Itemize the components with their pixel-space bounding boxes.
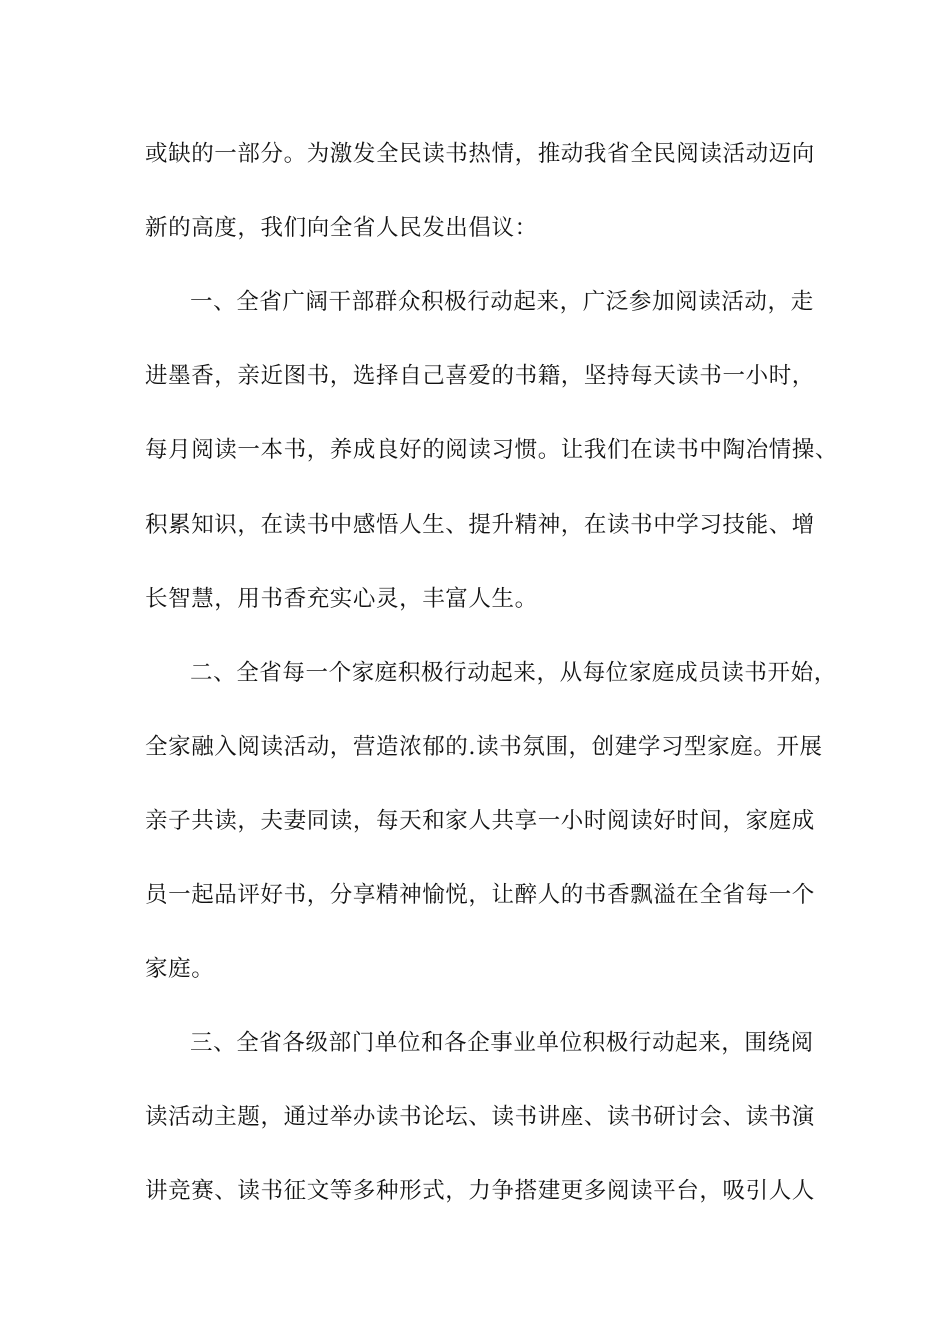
text-line: 读活动主题，通过举办读书论坛、读书讲座、读书研讨会、读书演: [145, 1104, 815, 1130]
text-line: 亲子共读，夫妻同读，每天和家人共享一小时阅读好时间，家庭成: [145, 808, 815, 834]
text-line: 长智慧，用书香充实心灵，丰富人生。: [145, 586, 538, 612]
text-line: 或缺的一部分。为激发全民读书热情，推动我省全民阅读活动迈向: [145, 141, 815, 167]
text-line: 每月阅读一本书，养成良好的阅读习惯。让我们在读书中陶冶情操、: [145, 437, 839, 463]
text-line: 新的高度，我们向全省人民发出倡议：: [145, 215, 538, 241]
text-line: 积累知识，在读书中感悟人生、提升精神，在读书中学习技能、增: [145, 512, 815, 538]
text-line: 进墨香，亲近图书，选择自己喜爱的书籍，坚持每天读书一小时，: [145, 363, 815, 389]
paragraph-first-line: 一、全省广阔干部群众积极行动起来，广泛参加阅读活动，走: [190, 289, 814, 315]
text-line: 家庭。: [145, 956, 215, 982]
text-line: 全家融入阅读活动，营造浓郁的.读书氛围，创建学习型家庭。开展: [145, 734, 823, 760]
text-line: 员一起品评好书，分享精神愉悦，让醉人的书香飘溢在全省每一个: [145, 882, 815, 908]
paragraph-first-line: 三、全省各级部门单位和各企事业单位积极行动起来，围绕阅: [190, 1030, 814, 1056]
paragraph-first-line: 二、全省每一个家庭积极行动起来，从每位家庭成员读书开始，: [190, 660, 837, 686]
text-line: 讲竞赛、读书征文等多种形式，力争搭建更多阅读平台，吸引人人: [145, 1178, 815, 1204]
